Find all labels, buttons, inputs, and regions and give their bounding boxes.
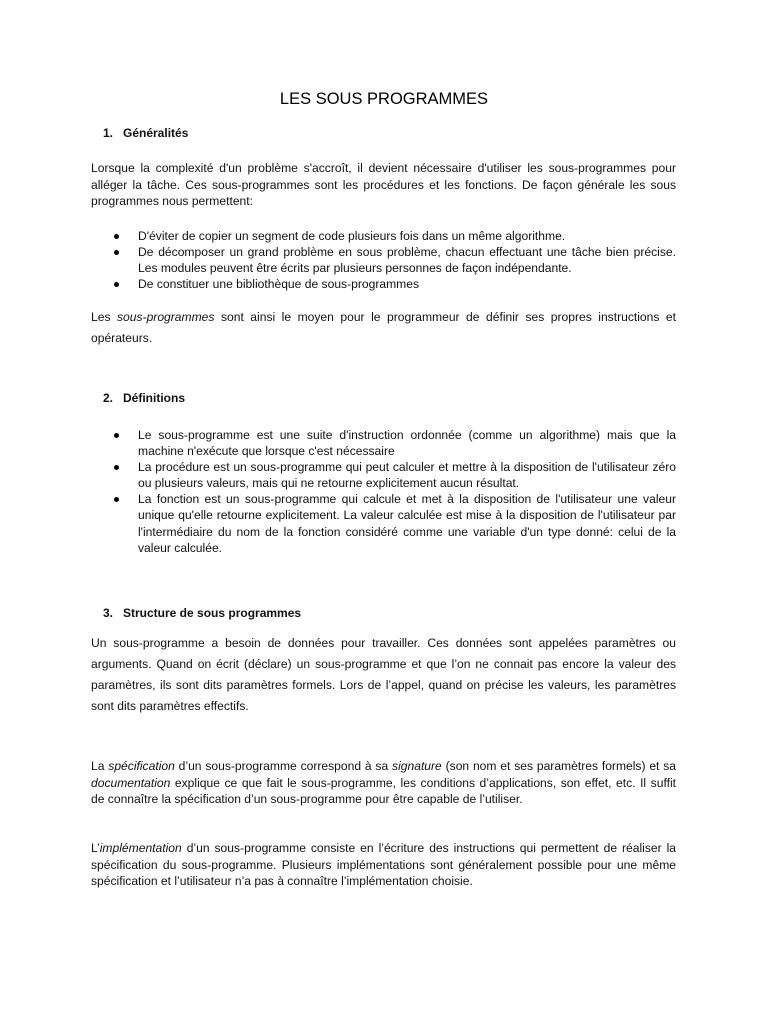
italic-term: implémentation: [99, 841, 182, 855]
list-item: [91, 276, 676, 292]
outro-text: sont ainsi le moyen pour le programmeur de définir ses propres instructions et opérateurs.: [91, 310, 677, 345]
list-item: [91, 491, 676, 555]
section-3-heading: [91, 605, 676, 621]
para-text: d’un sous-programme consiste en l’écriture des instructions qui permettent de réaliser la spécification du sous-programme. Plusieurs implémentations sont généralement possible pour une même spécification et l’utilisateur n’a pas à connaître l’implémentation choisie.: [91, 841, 676, 888]
section-3-number: 3.: [102, 606, 113, 620]
para-text: (son nom et ses paramètres formels) et sa: [441, 759, 677, 773]
italic-term: spécification: [108, 759, 175, 773]
bullet-icon: [114, 234, 119, 239]
section-1-list: [91, 228, 676, 292]
list-item-text: De décomposer un grand problème en sous problème, chacun effectuant une tâche bien précise. Les modules peuvent être écrits par plusieurs personnes de façon indépendante.: [138, 245, 676, 276]
outro-italic-term: sous-programmes: [117, 310, 215, 324]
section-3-paragraph-2: [91, 758, 676, 808]
section-3-title: Structure de sous programmes: [123, 606, 302, 620]
bullet-icon: [114, 282, 119, 287]
page-title: LES SOUS PROGRAMMES: [279, 90, 489, 108]
section-2-number: 2.: [102, 391, 113, 405]
section-2-list: [91, 427, 676, 556]
section-3-paragraph-3: [91, 840, 676, 890]
list-item: [91, 459, 676, 491]
para-text: d’un sous-programme correspond à sa: [174, 759, 393, 773]
list-item-text: La fonction est un sous-programme qui calcule et met à la disposition de l'utilisateur une valeur unique qu'elle retourne explicitement. La valeur calculée est mise à la disposition de l'utilisateur par l'intermédiaire du nom de la fonction considéré comme une variable d'un type donné: celui de la valeur calculée.: [138, 492, 676, 555]
section-1-outro: [91, 307, 676, 349]
bullet-icon: [114, 250, 119, 255]
section-2-title: Définitions: [123, 391, 185, 405]
bullet-icon: [114, 497, 119, 502]
para-text: La: [91, 759, 109, 773]
para-text: explique ce que fait le sous-programme, les conditions d’applications, son effet, etc. Il suffit de connaître la spécification d’un sous-programme pour être capable de l’utiliser.: [91, 775, 676, 806]
section-1-heading: [91, 125, 676, 141]
section-2-heading: [91, 390, 676, 406]
list-item-text: Le sous-programme est une suite d'instruction ordonnée (comme un algorithme) mais que la machine n'exécute que lorsque c'est nécessaire: [138, 428, 676, 459]
para-text: L’: [91, 841, 100, 855]
list-item: [91, 228, 676, 244]
list-item-text: De constituer une bibliothèque de sous-programmes: [138, 277, 420, 292]
list-item: [91, 427, 676, 459]
section-1-title: Généralités: [123, 126, 189, 140]
list-item-text: La procédure est un sous-programme qui peut calculer et mettre à la disposition de l'utilisateur zéro ou plusieurs valeurs, mais qui ne retourne explicitement aucun résultat.: [138, 460, 676, 491]
italic-term: signature: [392, 759, 442, 773]
outro-text: Les: [91, 310, 117, 324]
bullet-icon: [114, 465, 119, 470]
bullet-icon: [114, 433, 119, 438]
section-1-number: 1.: [102, 126, 113, 140]
list-item-text: D'éviter de copier un segment de code plusieurs fois dans un même algorithme.: [138, 229, 566, 243]
section-1-intro: Lorsque la complexité d'un problème s'accroît, il devient nécessaire d'utiliser les sous-programmes pour alléger la tâche. Ces sous-programmes sont les procédures et les fonctions. De façon générale les sous programmes nous permettent:: [91, 161, 676, 208]
italic-term: documentation: [91, 775, 171, 790]
list-item: [91, 244, 676, 276]
section-3-paragraph-1: Un sous-programme a besoin de données pour travailler. Ces données sont appelées paramètres ou arguments. Quand on écrit (déclare) un sous-programme et que l’on ne connait pas encore la valeur des paramètres, ils sont dits paramètres formels. Lors de l’appel, quand on précise les valeurs, les paramètres sont dits paramètres effectifs.: [91, 636, 676, 713]
